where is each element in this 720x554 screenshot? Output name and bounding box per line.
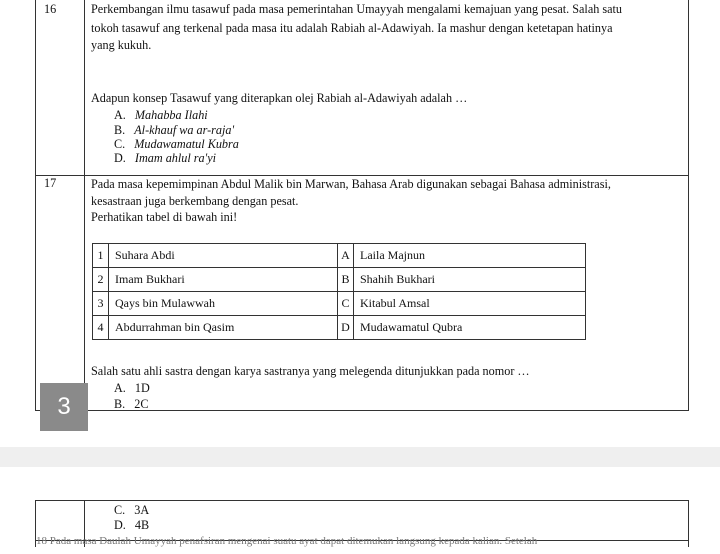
row-number: 4 [93, 316, 109, 340]
q16-option-d[interactable] [114, 151, 216, 165]
page-gap [0, 447, 720, 467]
question-number-17: 17 [44, 176, 57, 190]
option-text: 3A [134, 503, 150, 517]
work-letter: B [338, 268, 354, 292]
table-row [93, 244, 586, 268]
question-number-16: 16 [44, 2, 57, 16]
row-number: 2 [93, 268, 109, 292]
row-number: 3 [93, 292, 109, 316]
q16-paragraph-line-3: yang kukuh. [91, 38, 152, 52]
option-text: 1D [134, 381, 150, 395]
poet-name: Qays bin Mulawwah [109, 292, 338, 316]
poet-name: Suhara Abdi [109, 244, 338, 268]
option-text: Imam ahlul ra'yi [134, 151, 217, 165]
q17-option-c[interactable] [114, 503, 149, 517]
q18-cutoff-line [36, 535, 686, 547]
table-row [93, 268, 586, 292]
q17-question: Salah satu ahli sastra dengan karya sastranya yang melegenda ditunjukkan pada nomor … [91, 364, 530, 378]
option-text: 4B [134, 518, 150, 532]
q17-option-b[interactable] [114, 397, 148, 411]
option-text: Mahabba Ilahi [134, 108, 208, 122]
option-letter: C. [114, 503, 126, 517]
work-title: Laila Majnun [354, 244, 586, 268]
q17-option-d[interactable] [114, 518, 149, 532]
table-row [93, 292, 586, 316]
page2-top-border [35, 500, 689, 501]
option-letter: A. [114, 381, 126, 395]
poet-name: Abdurrahman bin Qasim [109, 316, 338, 340]
q17-paragraph-line-1: Pada masa kepemimpinan Abdul Malik bin Marwan, Bahasa Arab digunakan sebagai Bahasa administrasi, [91, 177, 611, 191]
option-letter: B. [114, 123, 126, 137]
q16-paragraph-line-2: tokoh tasawuf ang terkenal pada masa itu adalah Rabiah al-Adawiyah. Ia mashur dengan ketetapan hatinya [91, 21, 613, 35]
table-right-border [688, 0, 689, 411]
table-divider [84, 0, 85, 411]
work-title: Mudawamatul Qubra [354, 316, 586, 340]
work-title: Kitabul Amsal [354, 292, 586, 316]
page-number-badge: 3 [40, 383, 88, 431]
table-left-border [35, 0, 36, 411]
q17-paragraph-line-2: kesastraan juga berkembang dengan pesat. [91, 194, 299, 208]
q16-option-a[interactable] [114, 108, 208, 122]
q16-option-b[interactable] [114, 123, 234, 137]
work-title: Shahih Bukhari [354, 268, 586, 292]
q17-option-a[interactable] [114, 381, 150, 395]
work-letter: C [338, 292, 354, 316]
q16-question: Adapun konsep Tasawuf yang diterapkan olej Rabiah al-Adawiyah adalah … [91, 91, 468, 105]
q17-paragraph-line-3: Perhatikan tabel di bawah ini! [91, 210, 238, 224]
q16-paragraph-line-1: Perkembangan ilmu tasawuf pada masa pemerintahan Umayyah mengalami kemajuan yang pesat. Salah satu [91, 2, 622, 16]
work-letter: D [338, 316, 354, 340]
q18-cutoff-text: 18 Pada masa Daulah Umayyah penafsiran mengenai suatu ayat dapat ditemukan langsung kepada kalian. Setelah [36, 535, 538, 547]
literature-table [92, 243, 586, 340]
poet-name: Imam Bukhari [109, 268, 338, 292]
work-letter: A [338, 244, 354, 268]
option-letter: A. [114, 108, 126, 122]
option-letter: C. [114, 137, 126, 151]
q16-option-c[interactable] [114, 137, 239, 151]
option-text: Al-khauf wa ar-raja' [134, 123, 235, 137]
table-row [93, 316, 586, 340]
option-letter: D. [114, 151, 126, 165]
option-letter: B. [114, 397, 126, 411]
option-letter: D. [114, 518, 126, 532]
row-number: 1 [93, 244, 109, 268]
option-text: Mudawamatul Kubra [134, 137, 239, 151]
option-text: 2C [134, 397, 149, 411]
